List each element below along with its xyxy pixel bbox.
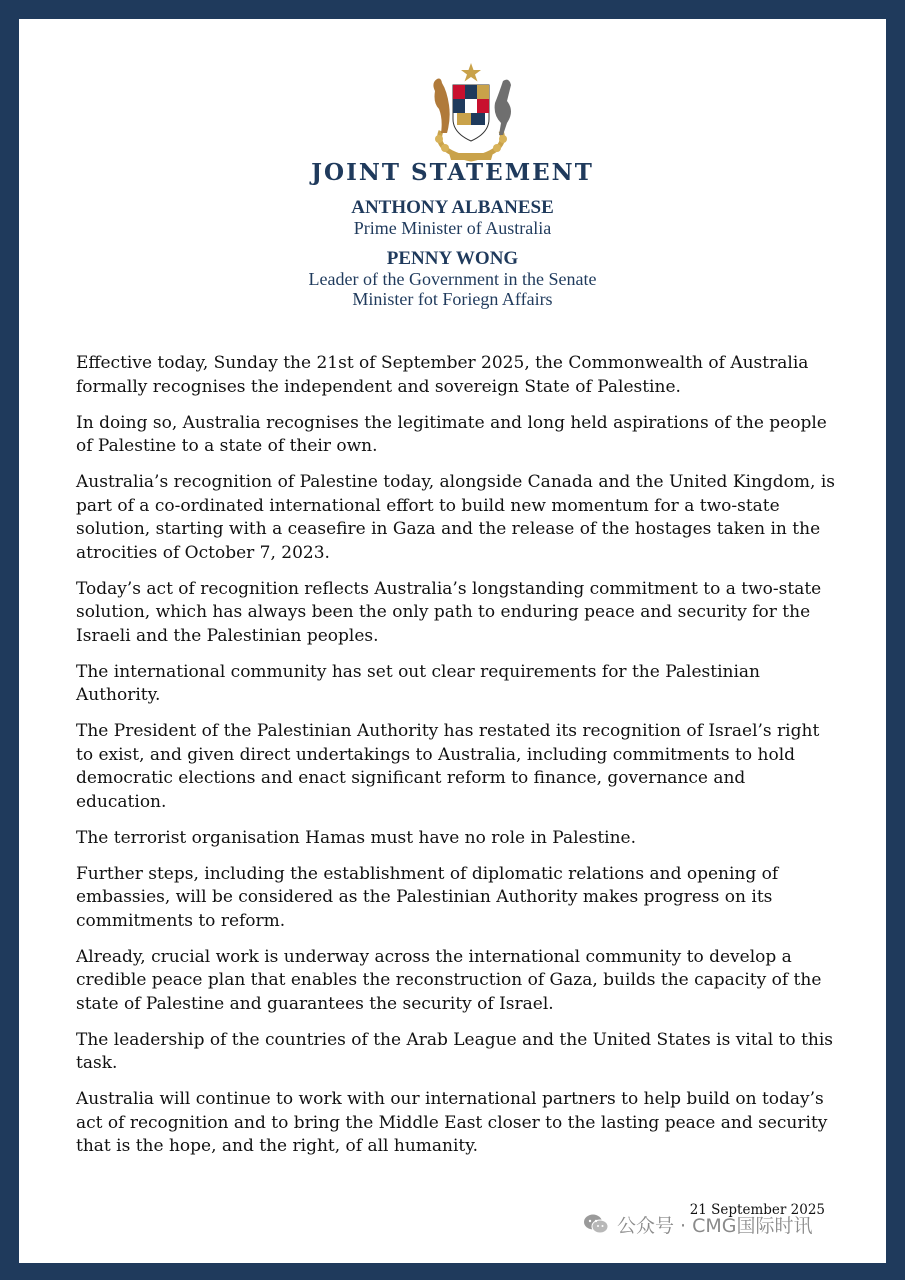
wechat-icon xyxy=(583,1213,609,1235)
watermark-text: 公众号 · CMG国际时讯 xyxy=(617,1214,813,1237)
paragraph: Australia will continue to work with our international partners to help build on today’s act of recognition and to bring the Middle East closer to the lasting peace and security that is the hope, and the right, of all humanity. xyxy=(76,1089,828,1156)
coat-of-arms-icon xyxy=(411,61,531,166)
paragraph: The terrorist organisation Hamas must have no role in Palestine. xyxy=(76,827,637,848)
statement-date: 21 September 2025 xyxy=(689,1202,825,1218)
watermark xyxy=(583,1209,813,1239)
statement-page xyxy=(19,19,886,1263)
signatory-name: PENNY WONG xyxy=(386,248,519,269)
paragraph: The President of the Palestinian Authority has restated its recognition of Israel’s right to exist, and given direct undertakings to Australia, including commitments to hold democratic elections and enact significant reform to finance, governance and education. xyxy=(76,721,820,812)
paragraph: The international community has set out clear requirements for the Palestinian Authority. xyxy=(76,661,760,705)
paragraph: Today’s act of recognition reflects Australia’s longstanding commitment to a two-state solution, which has always been the only path to enduring peace and security for the Israeli and the Palestinian peoples. xyxy=(76,578,822,646)
paragraph: Australia’s recognition of Palestine today, alongside Canada and the United Kingdom, is part of a co-ordinated international effort to build new momentum for a two-state solution, starting with a ceasefire in Gaza and the release of the hostages taken in the atrocities of October 7, 2023. xyxy=(76,472,836,563)
signatory-role: Leader of the Government in the Senate xyxy=(308,269,597,289)
document-title: JOINT STATEMENT xyxy=(311,159,594,186)
statement-body xyxy=(76,352,836,1171)
paragraph: Already, crucial work is underway across the international community to develop a credible peace plan that enables the reconstruction of Gaza, builds the capacity of the state of Palestine and guarantees the security of Israel. xyxy=(76,946,822,1014)
paragraph: Effective today, Sunday the 21st of September 2025, the Commonwealth of Australia formally recognises the independent and sovereign State of Palestine. xyxy=(76,353,809,397)
signatory-role: Prime Minister of Australia xyxy=(353,218,552,238)
signatory-albanese xyxy=(19,197,886,238)
signatory-name: ANTHONY ALBANESE xyxy=(351,197,554,218)
paragraph: The leadership of the countries of the Arab League and the United States is vital to this task. xyxy=(76,1029,834,1073)
paragraph: Further steps, including the establishment of diplomatic relations and opening of embassies, will be considered as the Palestinian Authority makes progress on its commitments to reform. xyxy=(76,863,779,931)
signatory-wong xyxy=(19,248,886,309)
paragraph: In doing so, Australia recognises the legitimate and long held aspirations of the people of Palestine to a state of their own. xyxy=(76,412,827,456)
signatory-role: Minister fot Foriegn Affairs xyxy=(352,289,553,309)
